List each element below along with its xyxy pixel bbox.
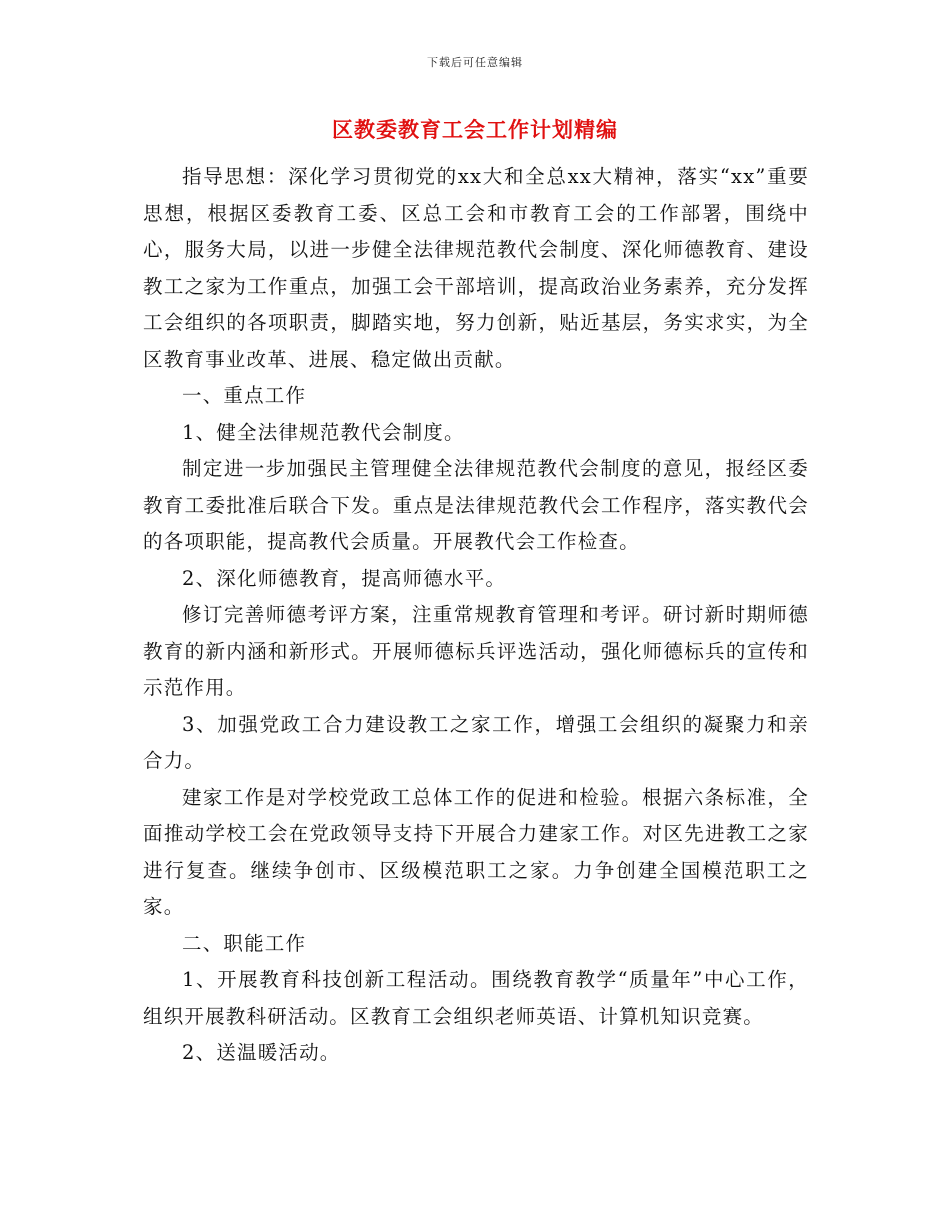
item-heading-warmth-activity: 2、送温暖活动。 [182, 1041, 341, 1064]
document-title: 区教委教育工会工作计划精编 [332, 117, 618, 142]
item-heading-teacher-ethics: 2、深化师德教育，提高师德水平。 [182, 566, 507, 590]
document-body [143, 159, 809, 1072]
header-note: 下载后可任意编辑 [427, 56, 523, 69]
paragraph-innovation-project: 1、开展教育科技创新工程活动。围绕教育教学“质量年”中心工作，组织开展教科研活动。区教育工会组织老师英语、计算机知识竞赛。 [143, 968, 809, 1028]
section-heading-functional-work: 二、职能工作 [182, 931, 307, 955]
item-heading-staff-home: 3、加强党政工合力建设教工之家工作，增强工会组织的凝聚力和亲合力。 [143, 712, 809, 772]
section-heading-key-work: 一、重点工作 [182, 384, 307, 407]
paragraph-staff-home: 建家工作是对学校党政工总体工作的促进和检验。根据六条标准，全面推动学校工会在党政领导支持下开展合力建家工作。对区先进教工之家进行复查。继续争创市、区级模范职工之家。力争创建全国模范职工之家。 [143, 785, 809, 918]
paragraph-guiding-ideology: 指导思想：深化学习贯彻党的xx大和全总xx大精神，落实“xx”重要思想，根据区委教育工委、区总工会和市教育工会的工作部署，围绕中心，服务大局，以进一步健全法律规范教代会制度、深化师德教育、建设教工之家为工作重点，加强工会干部培训，提高政治业务素养，充分发挥工会组织的各项职责，脚踏实地，努力创新，贴近基层，务实求实，为全区教育事业改革、进展、稳定做出贡献。 [143, 165, 809, 371]
item-heading-congress-system: 1、健全法律规范教代会制度。 [182, 420, 465, 444]
paragraph-congress-system: 制定进一步加强民主管理健全法律规范教代会制度的意见，报经区委教育工委批准后联合下发。重点是法律规范教代会工作程序，落实教代会的各项职能，提高教代会质量。开展教代会工作检查。 [143, 457, 809, 553]
paragraph-teacher-ethics: 修订完善师德考评方案，注重常规教育管理和考评。研讨新时期师德教育的新内涵和新形式。开展师德标兵评选活动，强化师德标兵的宣传和示范作用。 [143, 603, 809, 699]
